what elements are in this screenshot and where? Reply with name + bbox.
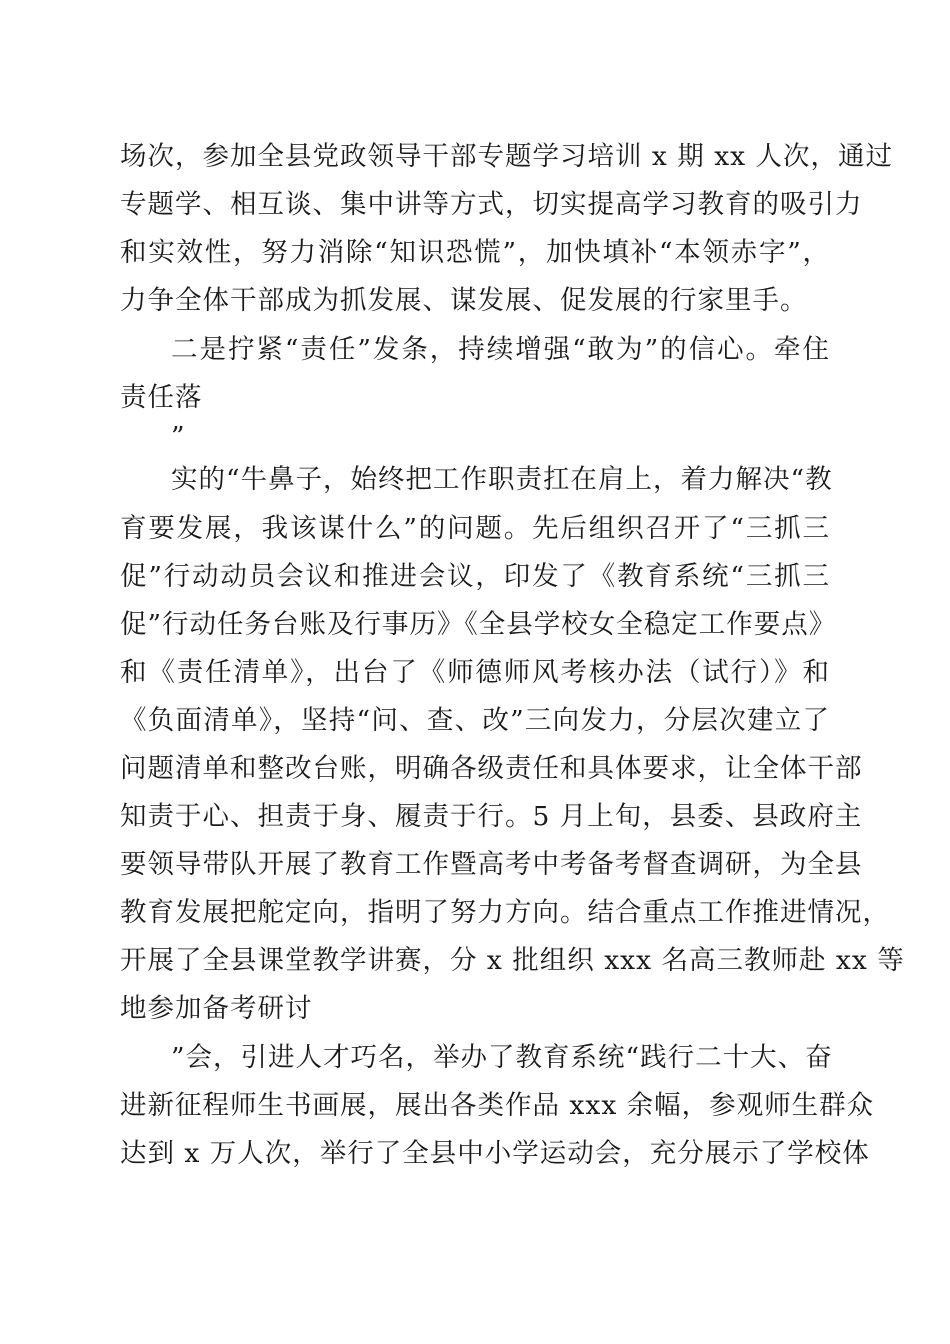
section-heading-line: 二是拧紧“责任”发条，持续增强“敢为”的信心。牵住 <box>171 334 830 365</box>
text-line-22: 达到 x 万人次，举行了全县中小学运动会，充分展示了学校体 <box>120 1138 870 1169</box>
text-line-19: 地参加备考研讨 <box>120 993 313 1024</box>
closing-quote-line: ” <box>171 421 186 452</box>
text-line-18: 开展了全县课堂教学讲赛，分 x 批组织 xxx 名高三教师赴 xx 等 <box>120 945 905 976</box>
text-line-2: 专题学、相互谈、集中讲等方式，切实提高学习教育的吸引力 <box>120 189 863 220</box>
text-line-16: 要领导带队开展了教育工作暨高考中考备考督查调研，为全县 <box>120 849 863 880</box>
text-line-1: 场次，参加全县党政领导干部专题学习培训 x 期 xx 人次，通过 <box>120 141 894 172</box>
text-line-4: 力争全体干部成为抓发展、谋发展、促发展的行家里手。 <box>120 285 808 316</box>
text-line-9: 育要发展，我该谋什么”的问题。先后组织召开了“三抓三 <box>120 513 830 544</box>
text-line-8: 实的“牛鼻子，始终把工作职责扛在肩上，着力解决“教 <box>171 464 833 495</box>
text-line-3: 和实效性，努力消除“知识恐慌”，加快填补“本领赤字”， <box>120 237 830 268</box>
text-line-20: ”会，引进人才巧名，举办了教育系统“践行二十大、奋 <box>171 1042 833 1073</box>
text-line-10: 促”行动动员会议和推进会议，印发了《教育系统“三抓三 <box>120 561 830 592</box>
text-line-21: 进新征程师生书画展，展出各类作品 xxx 余幅，参观师生群众 <box>120 1090 875 1121</box>
text-line-15: 知责于心、担责于身、履责于行。5 月上旬，县委、县政府主 <box>120 801 863 832</box>
text-line-6: 责任落 <box>120 382 203 413</box>
text-line-17: 教育发展把舵定向，指明了努力方向。结合重点工作推进情况， <box>120 897 890 928</box>
text-line-13: 《负面清单》，坚持“问、查、改”三向发力，分层次建立了 <box>120 705 830 736</box>
text-line-14: 问题清单和整改台账，明确各级责任和具体要求，让全体干部 <box>120 753 863 784</box>
text-line-12: 和《责任清单》，出台了《师德师风考核办法（试行）》和 <box>120 657 830 688</box>
text-line-11: 促”行动任务台账及行事历》《全县学校女全稳定工作要点》 <box>120 609 837 640</box>
